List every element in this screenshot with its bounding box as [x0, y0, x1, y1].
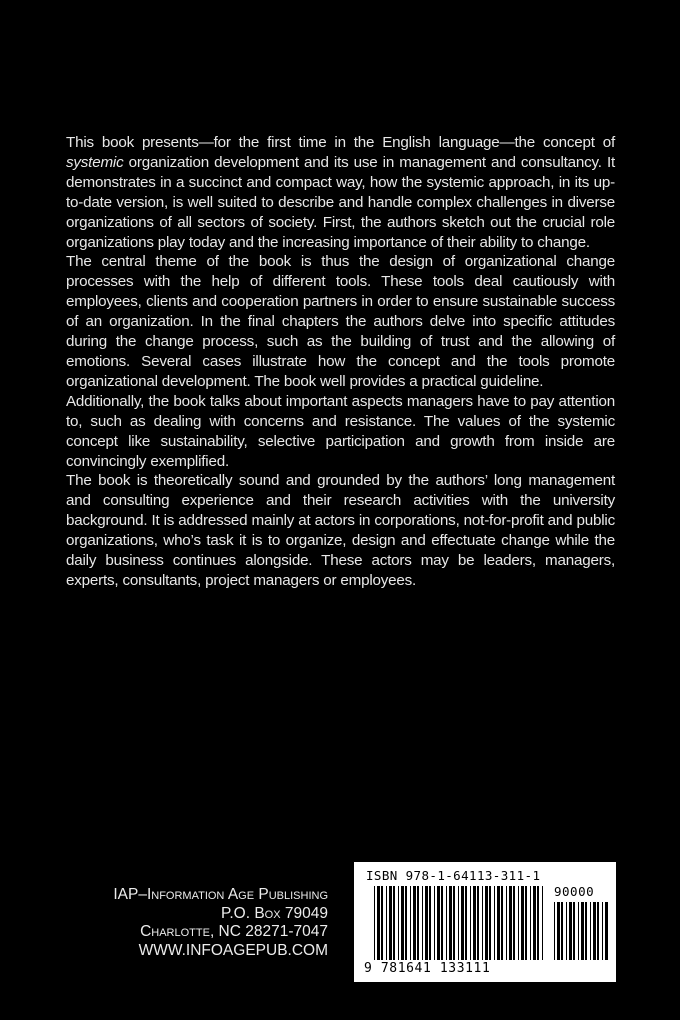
publisher-name: IAP–Information Age Publishing — [113, 886, 328, 903]
description-paragraph-1 — [66, 133, 615, 252]
publisher-block — [113, 886, 328, 960]
isbn-label: ISBN 978-1-64113-311-1 — [366, 868, 541, 883]
ean13-bars — [374, 886, 543, 960]
description-paragraph-3: Additionally, the book talks about important aspects managers have to pay attention to, such as dealing with concerns and resistance. The values of the systemic concept like sustainability, selective participation and growth from inside are convincingly exemplified. — [66, 392, 615, 470]
paragraph-1-emphasis: systemic — [66, 153, 124, 171]
paragraph-1-text-end: organization development and its use in management and consultancy. It demonstrates in a succinct and compact way, how the systemic approach, in its up-to-date version, is well suited to describe and handle complex challenges in diverse organizations of all sectors of society. First, the authors sketch out the crucial role organizations play today and the increasing importance of their ability to change. — [66, 153, 615, 251]
publisher-city: Charlotte, NC 28271-7047 — [140, 923, 328, 940]
price-addon-bars — [554, 902, 608, 960]
paragraph-1-text-start: This book presents—for the first time in the English language—the concept of — [66, 134, 615, 151]
isbn-barcode — [354, 862, 616, 982]
price-code: 90000 — [554, 884, 595, 899]
book-description — [66, 133, 615, 591]
description-paragraph-2: The central theme of the book is thus the design of organizational change processes with the help of different tools. These tools deal cautiously with employees, clients and cooperation partners in order to ensure sustainable success of an organization. In the final chapters the authors delve into specific attitudes during the change process, such as the building of trust and the allowing of emotions. Several cases illustrate how the concept and the tools promote organizational development. The book well provides a practical guideline. — [66, 253, 615, 390]
description-paragraph-4: The book is theoretically sound and grounded by the authors’ long management and consulting experience and their research activities with the university background. It is addressed mainly at actors in corporations, not-for-profit and public organizations, who’s task it is to organize, design and effectuate change while the daily business continues alongside. These actors may be leaders, managers, experts, consultants, project managers or employees. — [66, 472, 615, 589]
publisher-website: WWW.INFOAGEPUB.COM — [138, 941, 328, 959]
publisher-po-box: P.O. Box 79049 — [221, 904, 328, 922]
ean-digits: 9 781641 133111 — [364, 961, 491, 976]
